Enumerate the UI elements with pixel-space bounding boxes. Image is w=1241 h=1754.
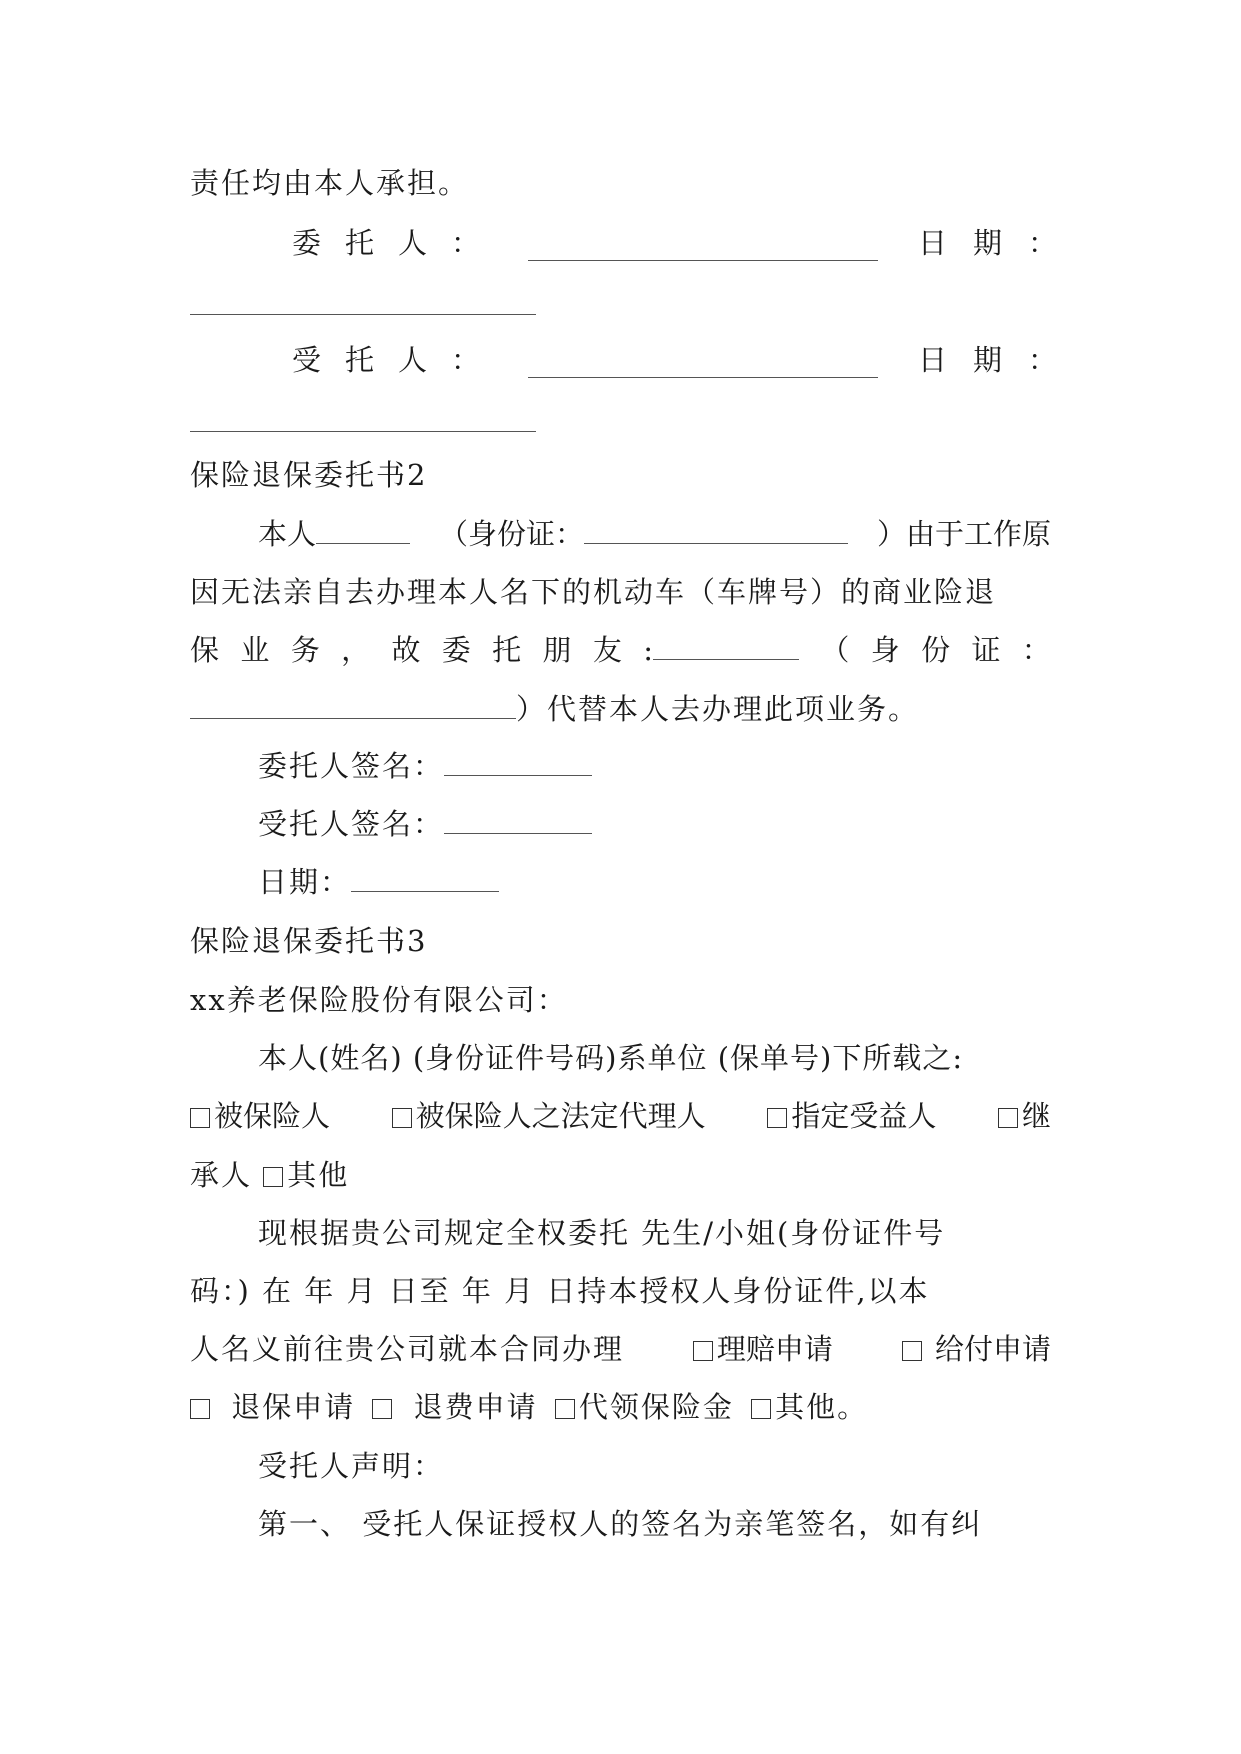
principal-date-label: 日期： — [918, 226, 1084, 260]
char: ， — [341, 633, 371, 667]
section-heading-2: 保险退保委托书2 — [190, 458, 428, 492]
date-label: 日期： — [258, 865, 352, 899]
option-label: 退保申请 — [231, 1390, 356, 1424]
char: 务 — [290, 633, 320, 667]
option-label: 被保险人 — [214, 1099, 331, 1133]
principal-date-blank — [190, 314, 536, 315]
friend-blank — [653, 658, 799, 660]
option-label: 其他。 — [775, 1390, 869, 1424]
para2-line3 — [190, 630, 1051, 670]
char: 份 — [921, 633, 951, 667]
section-heading-3: 保险退保委托书3 — [190, 924, 428, 958]
checkbox-icon — [263, 1167, 283, 1187]
checkbox-icon — [190, 1399, 210, 1419]
text-fragment: 本人 — [258, 517, 317, 551]
char: 托 — [492, 633, 522, 667]
para2-line4 — [190, 689, 1051, 729]
para3-line1: 本人(姓名) (身份证件号码)系单位 (保单号)下所载之: — [258, 1041, 964, 1075]
para3-line2 — [190, 1096, 1051, 1136]
option-label: 退费申请 — [413, 1390, 538, 1424]
friend-id-blank — [190, 717, 516, 719]
agent-date-blank — [190, 431, 536, 432]
para2-line2: 因无法亲自去办理本人名下的机动车（车牌号）的商业险退 — [190, 575, 997, 609]
para4-line2: 码：) 在 年 月 日至 年 月 日持本授权人身份证件,以本 — [190, 1274, 930, 1308]
char: 委 — [441, 633, 471, 667]
checkbox-icon — [190, 1108, 210, 1128]
text-fragment: ）由于工作原 — [876, 517, 1051, 551]
text-fragment: （身份证： — [438, 517, 584, 551]
declaration-item-1: 第一、 受托人保证授权人的签名为亲笔签名，如有纠 — [258, 1507, 983, 1541]
para3-line3 — [190, 1155, 1051, 1195]
para4-line1: 现根据贵公司规定全权委托 先生/小姐(身份证件号 — [258, 1216, 946, 1250]
char: ： — [1021, 633, 1051, 667]
option-label: 其他 — [287, 1158, 350, 1192]
option-label: 给付申请 — [934, 1332, 1051, 1366]
para4-line4 — [190, 1387, 1051, 1427]
char: 故 — [391, 633, 421, 667]
id-blank — [584, 542, 848, 544]
date-blank — [351, 890, 499, 892]
option-label: 继 — [1021, 1099, 1051, 1133]
option-label: 理赔申请 — [716, 1332, 833, 1366]
principal-sign-line — [258, 746, 1119, 786]
agent-sign-label: 受托人签名： — [258, 807, 445, 841]
checkbox-icon — [372, 1399, 392, 1419]
body-text-line: 责任均由本人承担。 — [190, 166, 470, 200]
principal-blank — [528, 260, 878, 261]
checkbox-icon — [767, 1108, 787, 1128]
para4-line3 — [190, 1329, 1051, 1369]
char: 友 — [592, 633, 622, 667]
checkbox-icon — [392, 1108, 412, 1128]
checkbox-icon — [751, 1399, 771, 1419]
date-line — [258, 862, 1119, 902]
option-label: 指定受益人 — [791, 1099, 937, 1133]
char: 保 — [190, 633, 220, 667]
addressee: xx养老保险股份有限公司： — [190, 983, 568, 1017]
char: （ — [820, 633, 850, 667]
principal-sign-blank — [444, 774, 592, 776]
option-label: 被保险人之法定代理人 — [415, 1099, 706, 1133]
char: 证 — [971, 633, 1001, 667]
name-blank — [316, 542, 410, 544]
principal-label: 委托人： — [292, 226, 505, 260]
agent-sign-line — [258, 804, 1119, 844]
declaration-heading: 受托人声明： — [258, 1449, 445, 1483]
checkbox-icon — [998, 1108, 1018, 1128]
option-label: 承人 — [190, 1158, 253, 1192]
option-label: 代领保险金 — [578, 1390, 734, 1424]
char: : — [643, 633, 654, 667]
text-fragment: 人名义前往贵公司就本合同办理 — [190, 1332, 625, 1366]
char: 身 — [870, 633, 900, 667]
char: 朋 — [542, 633, 572, 667]
checkbox-icon — [555, 1399, 575, 1419]
agent-blank — [528, 377, 878, 378]
para2-line1 — [258, 514, 1051, 554]
agent-sign-blank — [444, 832, 592, 834]
char: 业 — [240, 633, 270, 667]
checkbox-icon — [902, 1341, 922, 1361]
principal-sign-label: 委托人签名： — [258, 749, 445, 783]
agent-label: 受托人： — [292, 343, 505, 377]
checkbox-icon — [693, 1341, 713, 1361]
agent-date-label: 日期： — [918, 343, 1084, 377]
text-fragment: ）代替本人去办理此项业务。 — [516, 692, 920, 726]
